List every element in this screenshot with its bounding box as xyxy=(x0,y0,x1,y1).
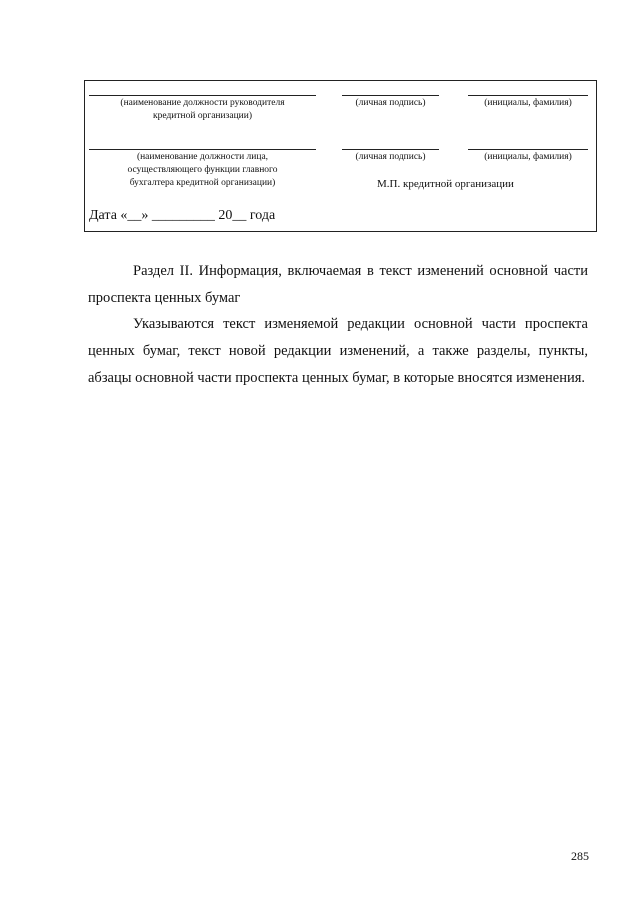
date-line: Дата «__» _________ 20__ года xyxy=(89,208,276,223)
head-signature-line xyxy=(342,95,439,96)
stamp-label: М.П. кредитной организации xyxy=(377,178,514,190)
signature-block xyxy=(84,80,597,232)
accountant-position-line xyxy=(89,149,316,150)
page-number: 285 xyxy=(571,849,589,863)
accountant-initials-line xyxy=(468,149,588,150)
section-heading: Раздел II. Информация, включаемая в текст изменений основной части проспекта ценных бумаг xyxy=(88,263,588,306)
head-initials-caption: (инициалы, фамилия) xyxy=(484,98,572,108)
head-position-caption: (наименование должности руководителя кредитной организации) xyxy=(120,98,285,121)
head-signature-caption: (личная подпись) xyxy=(355,98,426,108)
section-body: Указываются текст изменяемой редакции основной части проспекта ценных бумаг, текст новой редакции изменений, а также разделы, пункты, абзацы основной части проспекта ценных бумаг, в которые вносятся изменения. xyxy=(88,316,588,386)
accountant-signature-line xyxy=(342,149,439,150)
accountant-initials-caption: (инициалы, фамилия) xyxy=(484,152,572,162)
accountant-position-caption: (наименование должности лица, осуществляющего функции главного бухгалтера кредитной организации) xyxy=(127,152,278,188)
accountant-signature-caption: (личная подпись) xyxy=(355,152,426,162)
head-initials-line xyxy=(468,95,588,96)
head-position-line xyxy=(89,95,316,96)
